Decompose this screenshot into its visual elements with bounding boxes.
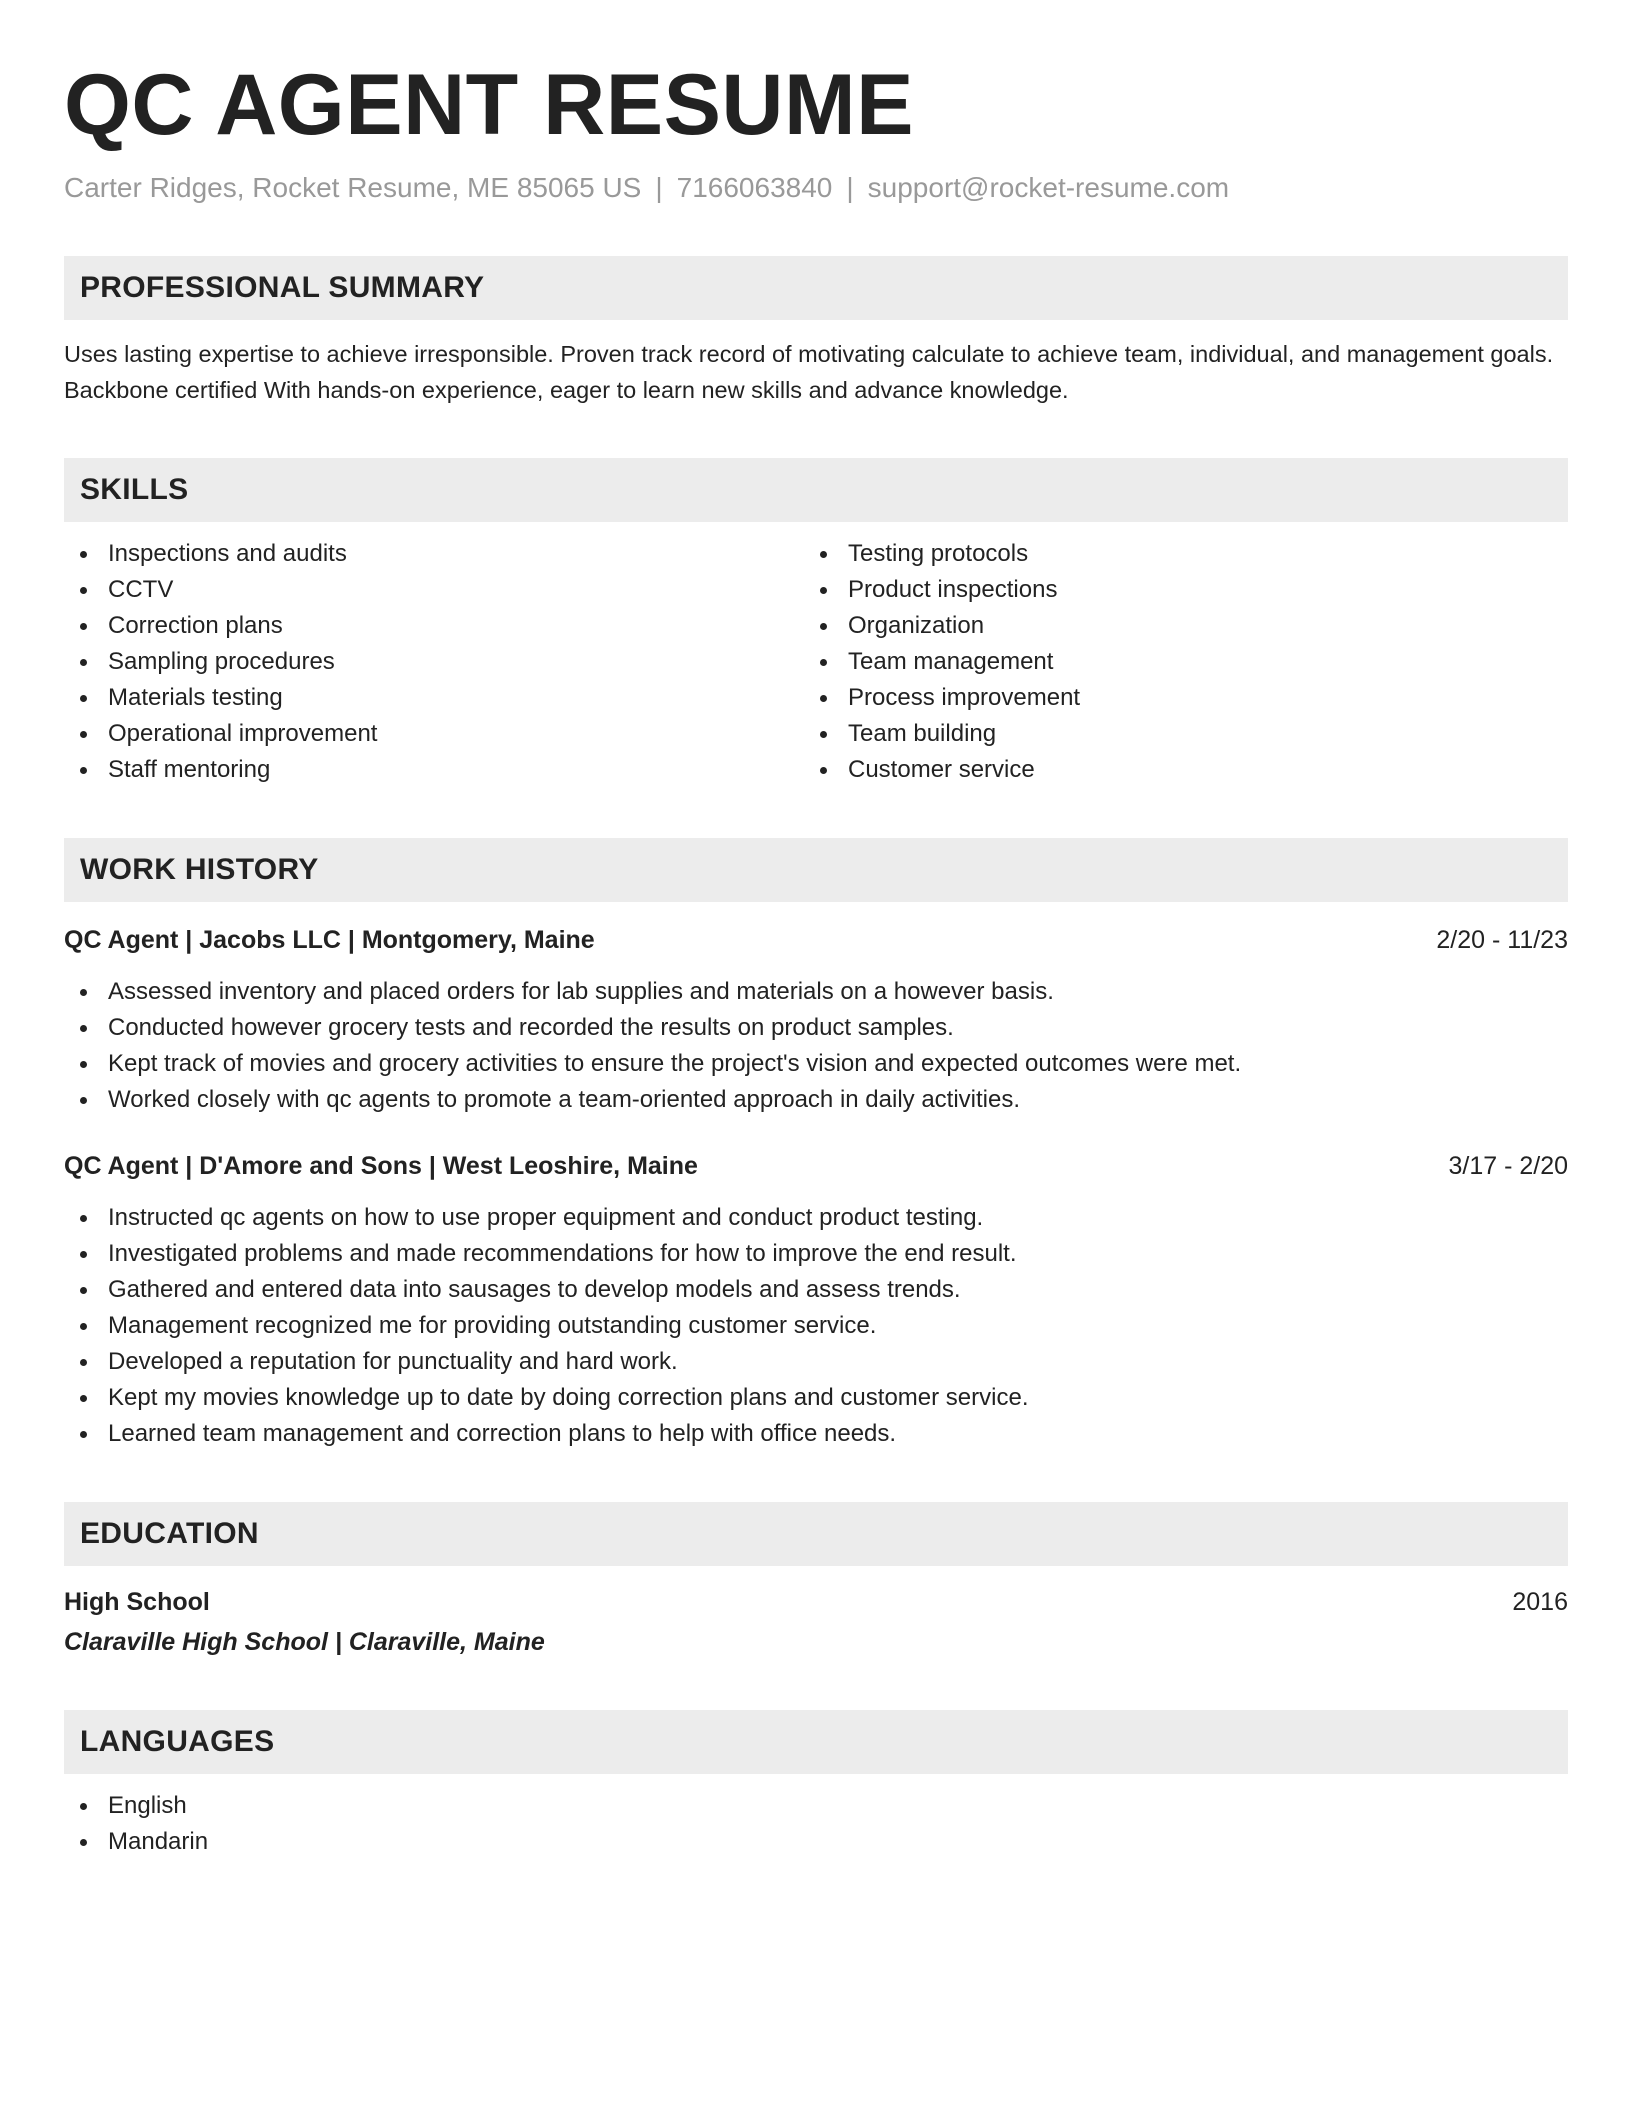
job-dates: 3/17 - 2/20 <box>1448 1152 1568 1181</box>
section-heading-languages: LANGUAGES <box>64 1710 1568 1774</box>
language-item: Mandarin <box>64 1824 1568 1860</box>
contact-email: support@rocket-resume.com <box>867 171 1230 203</box>
job-bullet: Assessed inventory and placed orders for lab supplies and materials on a however basis. <box>64 974 1568 1010</box>
section-heading-summary: PROFESSIONAL SUMMARY <box>64 256 1568 320</box>
job-bullet: Investigated problems and made recommendations for how to improve the end result. <box>64 1236 1568 1272</box>
section-heading-skills: SKILLS <box>64 458 1568 522</box>
job-bullet: Kept track of movies and grocery activities to ensure the project's vision and expected outcomes were met. <box>64 1046 1568 1082</box>
education-school: Claraville High School | Claraville, Maine <box>64 1628 545 1657</box>
education-header <box>64 1584 1568 1620</box>
job-bullet: Learned team management and correction plans to help with office needs. <box>64 1416 1568 1452</box>
job-bullet: Gathered and entered data into sausages to develop models and assess trends. <box>64 1272 1568 1308</box>
job-bullets <box>64 1200 1568 1452</box>
contact-address: Carter Ridges, Rocket Resume, ME 85065 US <box>64 171 642 203</box>
contact-separator: | <box>846 171 854 203</box>
section-heading-education: EDUCATION <box>64 1502 1568 1566</box>
job-title: QC Agent | Jacobs LLC | Montgomery, Maine <box>64 926 595 955</box>
skill-item: Team management <box>804 644 1544 680</box>
skill-item: Operational improvement <box>64 716 804 752</box>
skill-item: Staff mentoring <box>64 752 804 788</box>
contact-separator: | <box>655 171 663 203</box>
job-header <box>64 1148 1568 1184</box>
job-bullet: Developed a reputation for punctuality and hard work. <box>64 1344 1568 1380</box>
skill-item: Materials testing <box>64 680 804 716</box>
skill-item: Process improvement <box>804 680 1544 716</box>
education-year: 2016 <box>1512 1588 1568 1617</box>
skill-item: Customer service <box>804 752 1544 788</box>
skills-list-left <box>64 536 804 788</box>
job-bullet: Kept my movies knowledge up to date by doing correction plans and customer service. <box>64 1380 1568 1416</box>
section-heading-work: WORK HISTORY <box>64 838 1568 902</box>
skill-item: Product inspections <box>804 572 1544 608</box>
skill-item: Inspections and audits <box>64 536 804 572</box>
resume-title: QC AGENT RESUME <box>64 57 915 153</box>
job-bullet: Worked closely with qc agents to promote a team-oriented approach in daily activities. <box>64 1082 1568 1118</box>
skills-list-right <box>804 536 1544 788</box>
job-bullet: Instructed qc agents on how to use proper equipment and conduct product testing. <box>64 1200 1568 1236</box>
languages-list <box>64 1788 1568 1860</box>
contact-line <box>64 171 1568 205</box>
skill-item: CCTV <box>64 572 804 608</box>
job-bullet: Management recognized me for providing outstanding customer service. <box>64 1308 1568 1344</box>
job-header <box>64 922 1568 958</box>
skill-item: Organization <box>804 608 1544 644</box>
job-bullets <box>64 974 1568 1118</box>
job-title: QC Agent | D'Amore and Sons | West Leoshire, Maine <box>64 1152 698 1181</box>
summary-text: Uses lasting expertise to achieve irresponsible. Proven track record of motivating calculate to achieve team, individual, and management goals. Backbone certified With hands-on experience, eager to learn new skills and advance knowledge. <box>64 341 1554 404</box>
job-bullet: Conducted however grocery tests and recorded the results on product samples. <box>64 1010 1568 1046</box>
job-dates: 2/20 - 11/23 <box>1436 926 1568 955</box>
skill-item: Sampling procedures <box>64 644 804 680</box>
education-degree: High School <box>64 1588 210 1617</box>
contact-phone: 7166063840 <box>676 171 833 203</box>
skill-item: Testing protocols <box>804 536 1544 572</box>
skill-item: Correction plans <box>64 608 804 644</box>
skills-grid <box>64 536 1568 788</box>
language-item: English <box>64 1788 1568 1824</box>
skill-item: Team building <box>804 716 1544 752</box>
